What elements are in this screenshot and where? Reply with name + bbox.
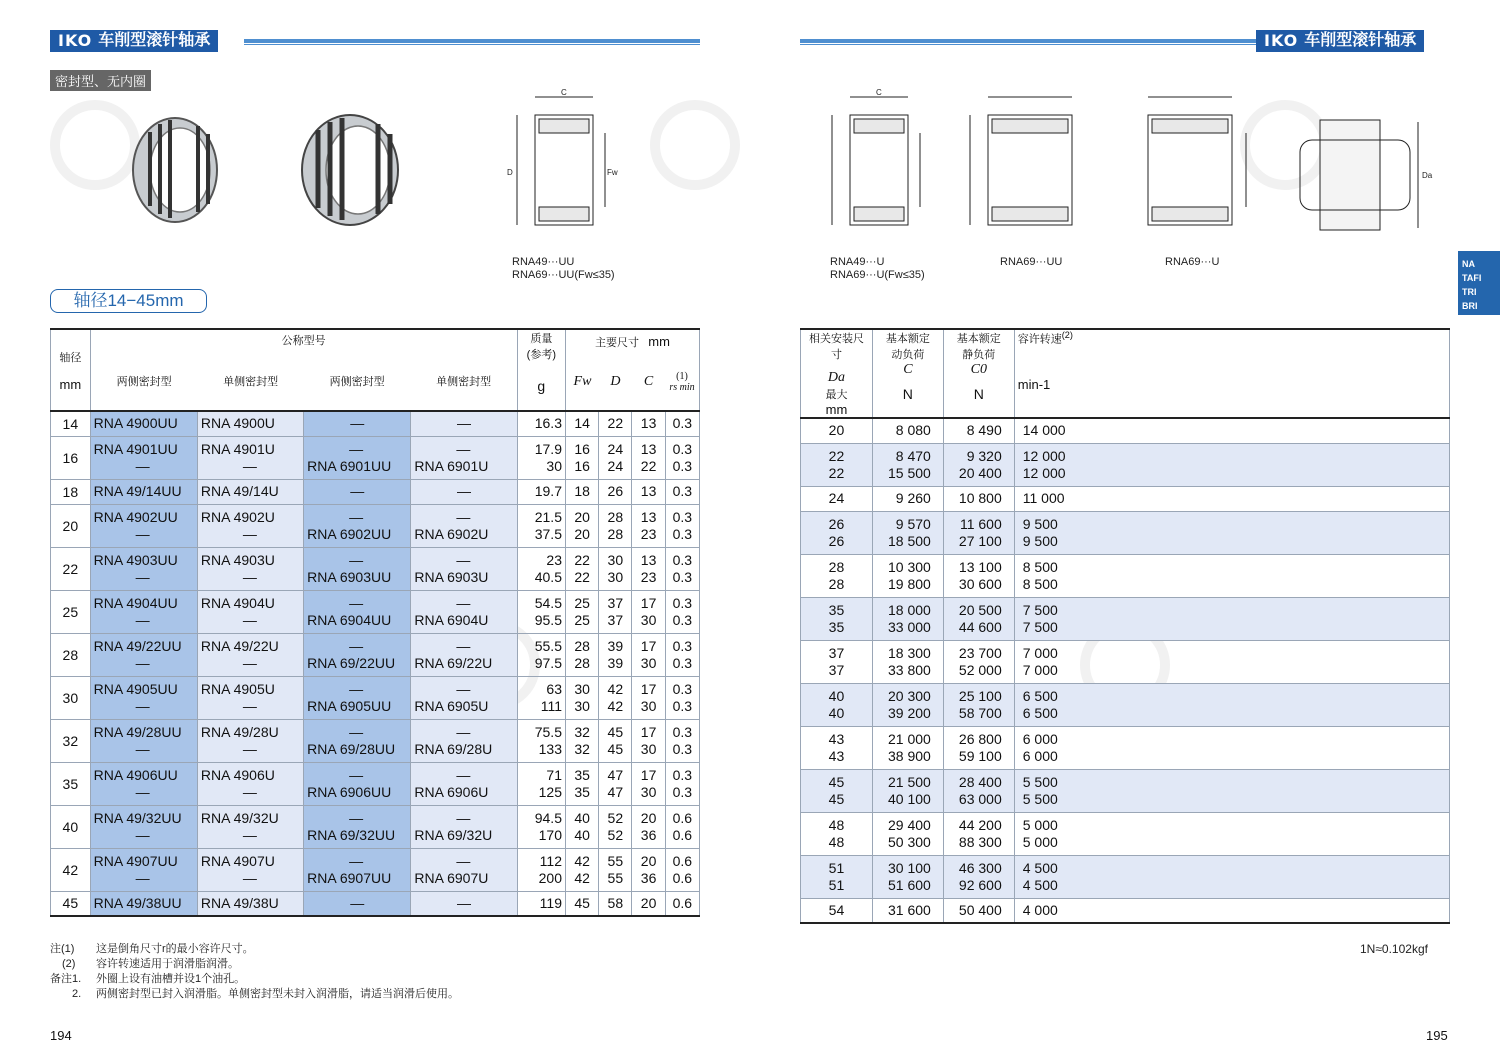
table-row <box>801 726 1450 769</box>
shaft-diameter: 35 <box>51 762 91 805</box>
da-max: 51 51 <box>801 855 873 898</box>
model-one-sealed: RNA 4900U <box>197 411 303 436</box>
drawing-rna69-uu-icon <box>960 85 1090 235</box>
outer-d: 52 52 <box>599 805 632 848</box>
outer-d: 39 39 <box>599 633 632 676</box>
da-max: 54 <box>801 898 873 923</box>
spec-table-right <box>800 328 1450 924</box>
col-static-load: 基本额定静负荷 C0 N <box>943 329 1014 418</box>
table-row <box>801 597 1450 640</box>
width-c: 13 23 <box>632 547 665 590</box>
outer-d: 28 28 <box>599 504 632 547</box>
width-c: 13 <box>632 479 665 504</box>
width-c: 20 36 <box>632 805 665 848</box>
model-one-sealed: RNA 4906U — <box>197 762 303 805</box>
allowable-speed: 4 000 <box>1014 898 1449 923</box>
model-both-sealed-69: — RNA 6906UU <box>304 762 411 805</box>
table-row <box>51 762 700 805</box>
mass: 55.5 97.5 <box>517 633 565 676</box>
brand-title: 车削型滚针轴承 <box>98 32 211 49</box>
model-one-sealed-69: — RNA 6904U <box>411 590 517 633</box>
spec-table-left <box>50 328 700 917</box>
dynamic-load: 9 260 <box>872 486 943 511</box>
model-one-sealed: RNA 4903U — <box>197 547 303 590</box>
dynamic-load: 21 000 38 900 <box>872 726 943 769</box>
shaft-diameter: 20 <box>51 504 91 547</box>
rs-min: 0.6 0.6 <box>665 848 699 891</box>
da-max: 35 35 <box>801 597 873 640</box>
model-one-sealed: RNA 49/28U — <box>197 719 303 762</box>
shaft-diameter: 42 <box>51 848 91 891</box>
rs-min: 0.3 0.3 <box>665 504 699 547</box>
rs-min: 0.6 <box>665 891 699 916</box>
table-row <box>51 411 700 436</box>
rs-min: 0.3 <box>665 479 699 504</box>
outer-d: 45 45 <box>599 719 632 762</box>
brand-badge <box>1256 30 1424 52</box>
model-one-sealed: RNA 4901U — <box>197 436 303 479</box>
static-load: 20 500 44 600 <box>943 597 1014 640</box>
da-max: 24 <box>801 486 873 511</box>
brand-badge <box>50 30 218 52</box>
model-one-sealed: RNA 4907U — <box>197 848 303 891</box>
table-row <box>801 640 1450 683</box>
shaft-diameter: 14 <box>51 411 91 436</box>
table-row <box>51 891 700 916</box>
section-tag: 密封型、无内圈 <box>50 70 151 91</box>
table-row <box>801 486 1450 511</box>
table-row <box>801 898 1450 923</box>
static-load: 44 200 88 300 <box>943 812 1014 855</box>
model-both-sealed-69: — RNA 6905UU <box>304 676 411 719</box>
mass: 119 <box>517 891 565 916</box>
shaft-range-label: 轴径14−45mm <box>50 289 207 313</box>
model-both-sealed-69: — <box>304 411 411 436</box>
rs-min: 0.3 0.3 <box>665 436 699 479</box>
fw: 16 16 <box>565 436 598 479</box>
mass: 54.5 95.5 <box>517 590 565 633</box>
model-both-sealed: RNA 49/38UU <box>90 891 197 916</box>
rs-min: 0.3 0.3 <box>665 762 699 805</box>
rs-min: 0.3 0.3 <box>665 590 699 633</box>
model-both-sealed-69: — <box>304 891 411 916</box>
rs-min: 0.3 0.3 <box>665 719 699 762</box>
outer-d: 24 24 <box>599 436 632 479</box>
header-rule <box>800 44 1256 45</box>
model-one-sealed-69: — RNA 6905U <box>411 676 517 719</box>
model-one-sealed: RNA 49/14U <box>197 479 303 504</box>
model-one-sealed: RNA 49/38U <box>197 891 303 916</box>
table-row <box>801 554 1450 597</box>
bearing-photo-icon <box>120 110 230 230</box>
fw: 18 <box>565 479 598 504</box>
mass: 16.3 <box>517 411 565 436</box>
da-max: 37 37 <box>801 640 873 683</box>
static-load: 9 320 20 400 <box>943 443 1014 486</box>
da-max: 28 28 <box>801 554 873 597</box>
da-max: 22 22 <box>801 443 873 486</box>
da-max: 26 26 <box>801 511 873 554</box>
model-both-sealed-69: — <box>304 479 411 504</box>
fw: 32 32 <box>565 719 598 762</box>
model-one-sealed-69: — RNA 69/28U <box>411 719 517 762</box>
outer-d: 26 <box>599 479 632 504</box>
width-c: 17 30 <box>632 633 665 676</box>
dynamic-load: 10 300 19 800 <box>872 554 943 597</box>
col-mass: 质量(参考) g <box>517 329 565 411</box>
col-da: 相关安装尺寸 Da 最大 mm <box>801 329 873 418</box>
watermark <box>650 100 740 190</box>
mass: 112 200 <box>517 848 565 891</box>
fw: 40 40 <box>565 805 598 848</box>
outer-d: 42 42 <box>599 676 632 719</box>
table-row <box>801 443 1450 486</box>
allowable-speed: 12 000 12 000 <box>1014 443 1449 486</box>
table-row <box>51 504 700 547</box>
fw: 42 42 <box>565 848 598 891</box>
model-both-sealed: RNA 4901UU — <box>90 436 197 479</box>
da-max: 43 43 <box>801 726 873 769</box>
header-right <box>1256 30 1424 52</box>
dynamic-load: 8 470 15 500 <box>872 443 943 486</box>
shaft-diameter: 40 <box>51 805 91 848</box>
rs-min: 0.3 0.3 <box>665 633 699 676</box>
header-rule <box>800 39 1256 43</box>
fw: 14 <box>565 411 598 436</box>
model-both-sealed: RNA 4902UU — <box>90 504 197 547</box>
width-c: 17 30 <box>632 762 665 805</box>
model-one-sealed-69: — RNA 6901U <box>411 436 517 479</box>
model-both-sealed: RNA 4904UU — <box>90 590 197 633</box>
footnotes: 注(1) 这是倒角尺寸r的最小容许尺寸。 (2) 容许转速适用于润滑脂润滑。 备注1. 外圈上设有油槽并设1个油孔。 2. 两侧密封型已封入润滑脂。单侧密封型未封入润滑脂，请适当润滑后使用。 <box>50 943 459 1000</box>
bearing-photo-icon <box>290 108 410 232</box>
drawing-caption: RNA49···U RNA69···U(Fw≤35) <box>830 256 925 281</box>
outer-d: 47 47 <box>599 762 632 805</box>
fw: 20 20 <box>565 504 598 547</box>
mass: 19.7 <box>517 479 565 504</box>
model-one-sealed-69: — RNA 69/32U <box>411 805 517 848</box>
dynamic-load: 30 100 51 600 <box>872 855 943 898</box>
table-row <box>51 676 700 719</box>
shaft-diameter: 32 <box>51 719 91 762</box>
model-both-sealed-69: — RNA 6903UU <box>304 547 411 590</box>
dynamic-load: 29 400 50 300 <box>872 812 943 855</box>
model-one-sealed-69: — RNA 6906U <box>411 762 517 805</box>
outer-d: 55 55 <box>599 848 632 891</box>
model-both-sealed: RNA 49/32UU — <box>90 805 197 848</box>
iko-logo: IKO <box>1264 31 1299 50</box>
mass: 75.5 133 <box>517 719 565 762</box>
header-left <box>50 30 218 52</box>
rs-min: 0.3 0.3 <box>665 547 699 590</box>
header-rule <box>244 39 700 43</box>
model-one-sealed-69: — <box>411 479 517 504</box>
shaft-diameter: 28 <box>51 633 91 676</box>
dynamic-load: 21 500 40 100 <box>872 769 943 812</box>
table-row <box>51 633 700 676</box>
dim-label: C <box>876 88 882 97</box>
fw: 28 28 <box>565 633 598 676</box>
allowable-speed: 11 000 <box>1014 486 1449 511</box>
static-load: 50 400 <box>943 898 1014 923</box>
width-c: 17 30 <box>632 590 665 633</box>
static-load: 10 800 <box>943 486 1014 511</box>
model-both-sealed: RNA 4903UU — <box>90 547 197 590</box>
mass: 63 111 <box>517 676 565 719</box>
col-model: 公称型号 两侧密封型 单侧密封型 两侧密封型 单侧密封型 <box>90 329 517 411</box>
allowable-speed: 7 000 7 000 <box>1014 640 1449 683</box>
model-both-sealed-69: — RNA 69/22UU <box>304 633 411 676</box>
table-row <box>801 855 1450 898</box>
col-shaft: 轴径 mm <box>51 329 91 411</box>
col-speed: 容许转速$^{(2)}$ min-1 <box>1014 329 1449 418</box>
shaft-diameter: 25 <box>51 590 91 633</box>
width-c: 13 23 <box>632 504 665 547</box>
allowable-speed: 8 500 8 500 <box>1014 554 1449 597</box>
model-one-sealed-69: — <box>411 411 517 436</box>
table-row <box>51 848 700 891</box>
col-dynamic-load: 基本额定动负荷 C N <box>872 329 943 418</box>
dim-label: D <box>507 168 513 177</box>
static-load: 11 600 27 100 <box>943 511 1014 554</box>
mass: 71 125 <box>517 762 565 805</box>
col-dims: 主要尺寸 mm Fw D C (1) rs min <box>565 329 699 411</box>
dynamic-load: 18 000 33 000 <box>872 597 943 640</box>
shaft-diameter: 18 <box>51 479 91 504</box>
rs-min: 0.3 0.3 <box>665 676 699 719</box>
model-both-sealed: RNA 4900UU <box>90 411 197 436</box>
fw: 35 35 <box>565 762 598 805</box>
table-row <box>51 547 700 590</box>
static-load: 13 100 30 600 <box>943 554 1014 597</box>
allowable-speed: 14 000 <box>1014 418 1449 443</box>
width-c: 17 30 <box>632 719 665 762</box>
width-c: 13 22 <box>632 436 665 479</box>
model-both-sealed: RNA 49/28UU — <box>90 719 197 762</box>
fw: 45 <box>565 891 598 916</box>
rs-min: 0.3 <box>665 411 699 436</box>
model-one-sealed: RNA 49/22U — <box>197 633 303 676</box>
drawing-caption: RNA69···UU <box>1000 256 1063 268</box>
table-row <box>51 719 700 762</box>
outer-d: 37 37 <box>599 590 632 633</box>
table-row <box>801 418 1450 443</box>
model-both-sealed: RNA 49/14UU <box>90 479 197 504</box>
model-one-sealed: RNA 4904U — <box>197 590 303 633</box>
model-both-sealed: RNA 4907UU — <box>90 848 197 891</box>
width-c: 20 36 <box>632 848 665 891</box>
model-one-sealed-69: — RNA 6902U <box>411 504 517 547</box>
fw: 30 30 <box>565 676 598 719</box>
dim-label: C <box>561 88 567 97</box>
allowable-speed: 6 000 6 000 <box>1014 726 1449 769</box>
page-number: 195 <box>1426 1028 1448 1043</box>
dynamic-load: 18 300 33 800 <box>872 640 943 683</box>
allowable-speed: 5 500 5 500 <box>1014 769 1449 812</box>
model-one-sealed-69: — RNA 69/22U <box>411 633 517 676</box>
table-row <box>51 479 700 504</box>
model-both-sealed-69: — RNA 6904UU <box>304 590 411 633</box>
static-load: 26 800 59 100 <box>943 726 1014 769</box>
brand-title: 车削型滚针轴承 <box>1304 32 1417 49</box>
allowable-speed: 5 000 5 000 <box>1014 812 1449 855</box>
drawing-rna49-u-icon <box>820 85 930 235</box>
mass: 17.9 30 <box>517 436 565 479</box>
allowable-speed: 6 500 6 500 <box>1014 683 1449 726</box>
drawing-rna69-u-icon <box>1120 85 1260 235</box>
static-load: 8 490 <box>943 418 1014 443</box>
rs-min: 0.6 0.6 <box>665 805 699 848</box>
table-row <box>801 511 1450 554</box>
model-both-sealed-69: — RNA 69/32UU <box>304 805 411 848</box>
page-number: 194 <box>50 1028 72 1043</box>
table-row <box>51 590 700 633</box>
table-row <box>801 769 1450 812</box>
drawing-rna49-uu-icon <box>505 85 625 235</box>
da-max: 40 40 <box>801 683 873 726</box>
model-both-sealed: RNA 4905UU — <box>90 676 197 719</box>
iko-logo: IKO <box>58 31 93 50</box>
shaft-diameter: 22 <box>51 547 91 590</box>
allowable-speed: 7 500 7 500 <box>1014 597 1449 640</box>
mass: 21.5 37.5 <box>517 504 565 547</box>
table-row <box>801 683 1450 726</box>
category-tab[interactable]: NA TAFI TRI BRI <box>1458 251 1500 315</box>
fw: 22 22 <box>565 547 598 590</box>
table-row <box>51 805 700 848</box>
drawing-caption: RNA69···U <box>1165 256 1220 268</box>
da-max: 48 48 <box>801 812 873 855</box>
static-load: 25 100 58 700 <box>943 683 1014 726</box>
shaft-diameter: 45 <box>51 891 91 916</box>
static-load: 28 400 63 000 <box>943 769 1014 812</box>
model-one-sealed-69: — RNA 6907U <box>411 848 517 891</box>
dim-label: Fw <box>607 168 618 177</box>
allowable-speed: 9 500 9 500 <box>1014 511 1449 554</box>
width-c: 20 <box>632 891 665 916</box>
width-c: 17 30 <box>632 676 665 719</box>
model-both-sealed: RNA 4906UU — <box>90 762 197 805</box>
shaft-diameter: 30 <box>51 676 91 719</box>
outer-d: 58 <box>599 891 632 916</box>
allowable-speed: 4 500 4 500 <box>1014 855 1449 898</box>
drawing-caption: RNA49···UU RNA69···UU(Fw≤35) <box>512 256 615 281</box>
drawing-mounting-icon <box>1290 100 1440 240</box>
mass: 94.5 170 <box>517 805 565 848</box>
shaft-diameter: 16 <box>51 436 91 479</box>
unit-note: 1N≈0.102kgf <box>1360 942 1428 956</box>
outer-d: 30 30 <box>599 547 632 590</box>
dynamic-load: 8 080 <box>872 418 943 443</box>
dim-label: Da <box>1422 171 1433 180</box>
model-one-sealed: RNA 4905U — <box>197 676 303 719</box>
da-max: 45 45 <box>801 769 873 812</box>
dynamic-load: 31 600 <box>872 898 943 923</box>
outer-d: 22 <box>599 411 632 436</box>
mass: 23 40.5 <box>517 547 565 590</box>
model-one-sealed: RNA 49/32U — <box>197 805 303 848</box>
dynamic-load: 9 570 18 500 <box>872 511 943 554</box>
model-both-sealed-69: — RNA 6907UU <box>304 848 411 891</box>
table-row <box>801 812 1450 855</box>
model-both-sealed-69: — RNA 6901UU <box>304 436 411 479</box>
model-one-sealed-69: — <box>411 891 517 916</box>
model-both-sealed-69: — RNA 69/28UU <box>304 719 411 762</box>
static-load: 23 700 52 000 <box>943 640 1014 683</box>
header-rule <box>244 44 700 45</box>
table-row <box>51 436 700 479</box>
dynamic-load: 20 300 39 200 <box>872 683 943 726</box>
fw: 25 25 <box>565 590 598 633</box>
model-one-sealed: RNA 4902U — <box>197 504 303 547</box>
model-one-sealed-69: — RNA 6903U <box>411 547 517 590</box>
model-both-sealed-69: — RNA 6902UU <box>304 504 411 547</box>
model-both-sealed: RNA 49/22UU — <box>90 633 197 676</box>
width-c: 13 <box>632 411 665 436</box>
da-max: 20 <box>801 418 873 443</box>
static-load: 46 300 92 600 <box>943 855 1014 898</box>
